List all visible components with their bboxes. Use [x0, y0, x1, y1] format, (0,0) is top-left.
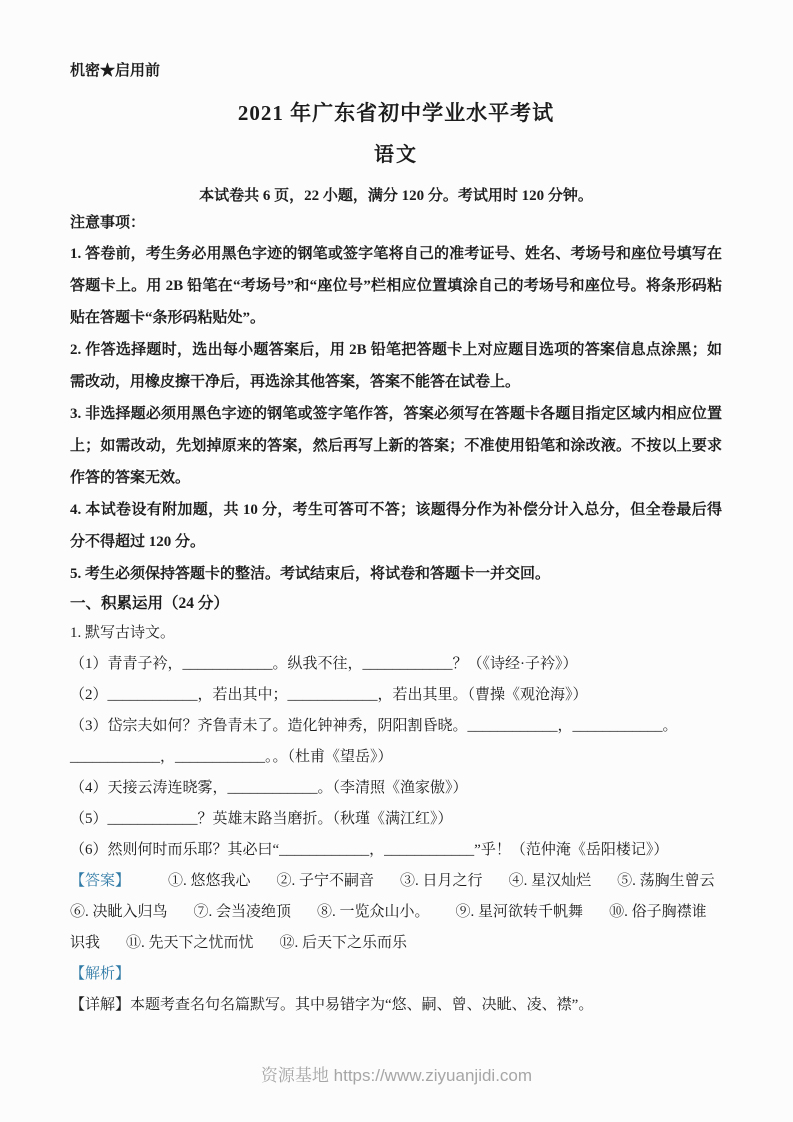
answer-label: 【答案】	[70, 873, 131, 889]
answer-item: ②. 子宁不嗣音	[276, 873, 375, 889]
answer-item: ③. 日月之行	[400, 873, 483, 889]
answer-item: ⑩. 俗子胸襟谁	[609, 904, 707, 920]
question-line: （3）岱宗夫如何？齐鲁青未了。造化钟神秀，阴阳割昏晓。____________，____________。	[70, 718, 678, 734]
question-line: （1）青青子衿，____________。纵我不往，____________？（《诗经·子衿》）	[70, 656, 578, 672]
notice-list	[70, 238, 722, 590]
question-line: ____________，____________。。（杜甫《望岳》）	[70, 749, 393, 765]
classification-label: 机密★启用前	[70, 63, 161, 79]
question-line: （4）天接云涛连晓雾，____________。（李清照《渔家傲》）	[70, 780, 468, 796]
analysis-label: 【解析】	[70, 966, 131, 982]
answer-item: ⑤. 荡胸生曾云	[617, 873, 715, 889]
question-line: （6）然则何时而乐耶？其必曰“____________，____________”乎！（范仲淹《岳阳楼记》）	[70, 842, 669, 858]
notice-item: 1. 答卷前，考生务必用黑色字迹的钢笔或签字笔将自己的准考证号、姓名、考场号和座位号填写在答题卡上。用 2B 铅笔在“考场号”和“座位号”栏相应位置填涂自己的考场号和座位号。将条形码粘贴在答题卡“条形码粘贴处”。	[70, 246, 722, 326]
answer-item: ⑧. 一览众山小。	[317, 904, 430, 920]
detail-text: 【详解】本题考查名句名篇默写。其中易错字为“悠、嗣、曾、决眦、凌、襟”。	[70, 997, 594, 1013]
notice-item: 4. 本试卷设有附加题，共 10 分，考生可答可不答；该题得分作为补偿分计入总分，但全卷最后得分不得超过 120 分。	[70, 502, 722, 550]
analysis-row	[70, 959, 722, 990]
exam-title: 2021 年广东省初中学业水平考试	[237, 101, 555, 125]
section-heading: 一、积累运用（24 分）	[70, 595, 229, 612]
answer-item: ⑪. 先天下之忧而忧	[126, 935, 254, 951]
notice-heading: 注意事项：	[70, 215, 146, 231]
exam-info: 本试卷共 6 页，22 小题，满分 120 分。考试用时 120 分钟。	[199, 188, 593, 204]
notice-item: 2. 作答选择题时，选出每小题答案后，用 2B 铅笔把答题卡上对应题目选项的答案信息点涂黑；如需改动，用橡皮擦干净后，再选涂其他答案，答案不能答在试卷上。	[70, 342, 722, 390]
answer-item: ⑫. 后天下之乐而乐	[279, 935, 408, 951]
answer-item: ④. 星汉灿烂	[508, 873, 592, 889]
question-line: （2）____________，若出其中；____________，若出其里。（曹操《观沧海》）	[70, 687, 588, 703]
answer-item: 识我	[70, 935, 101, 951]
answer-row	[70, 866, 722, 897]
notice-item: 5. 考生必须保持答题卡的整洁。考试结束后，将试卷和答题卡一并交回。	[70, 566, 551, 582]
answer-item: ⑥. 决眦入归鸟	[70, 904, 168, 920]
answer-row	[70, 928, 722, 959]
question-intro: 1. 默写古诗文。	[70, 625, 176, 641]
question-lines	[70, 649, 722, 866]
subject-title: 语文	[374, 144, 418, 166]
footer-watermark: 资源基地 https://www.ziyuanjidi.com	[260, 1066, 533, 1085]
question-line: （5）____________？英雄末路当磨折。（秋瑾《满江红》）	[70, 811, 453, 827]
answer-item: ⑦. 会当凌绝顶	[193, 904, 292, 920]
notice-item: 3. 非选择题必须用黑色字迹的钢笔或签字笔作答，答案必须写在答题卡各题目指定区域内相应位置上；如需改动，先划掉原来的答案，然后再写上新的答案；不准使用铅笔和涂改液。不按以上要求作答的答案无效。	[70, 406, 722, 486]
answer-row	[70, 897, 722, 928]
answer-item: ⑨. 星河欲转千帆舞	[455, 904, 584, 920]
answer-item: ①. 悠悠我心	[168, 873, 251, 889]
